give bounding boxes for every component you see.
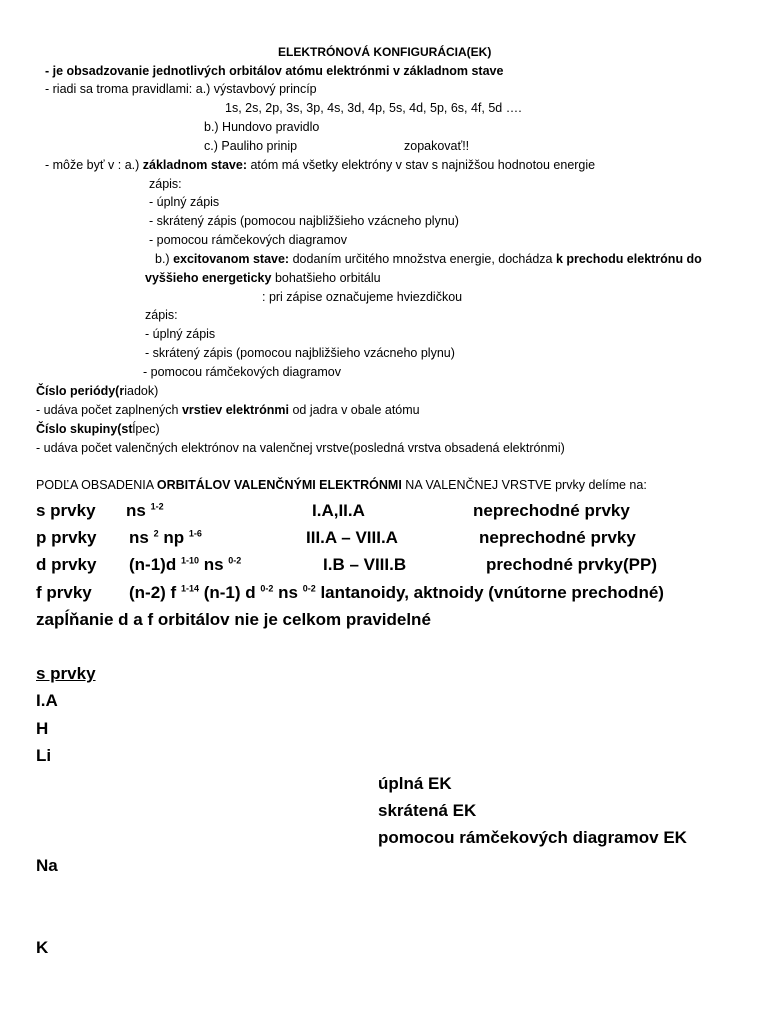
page-title: ELEKTRÓNOVÁ KONFIGURÁCIA(EK) [278, 45, 492, 59]
states-line [45, 157, 595, 173]
period-heading-bold: Číslo periódy(r [36, 384, 125, 398]
notation-full-2: - úplný zápis [145, 327, 216, 341]
notation-short-2: - skrátený zápis (pomocou najbližšieho vzácneho plynu) [145, 346, 455, 360]
pauli-rule: c.) Pauliho prinip [204, 139, 298, 153]
f-block-config: (n-2) f $^{1-14}$ (n-1) d $^{0-2}$ ns $^{0-2}$ lantanoidy, aktnoidy (vnútorne prechodné) [129, 583, 664, 602]
group-heading [36, 421, 160, 437]
s-block-type: neprechodné prvky [473, 501, 630, 520]
element-k: K [36, 938, 49, 957]
p-block-config: ns $^2$ np $^{1-6}$ [129, 528, 202, 547]
excited-state-line-2 [145, 270, 381, 286]
p-block-groups: III.A – VIII.A [306, 528, 398, 547]
element-li: Li [36, 746, 52, 765]
notation-full: - úplný zápis [149, 195, 220, 209]
hund-rule: b.) Hundovo pravidlo [204, 120, 320, 134]
group-desc: - udáva počet valenčných elektrónov na valenčnej vrstve(posledná vrstva obsadená elektrónmi) [36, 441, 565, 455]
s-block-groups: I.A,II.A [312, 501, 365, 520]
excited-state-line [155, 251, 702, 267]
orbital-order: 1s, 2s, 2p, 3s, 3p, 4s, 3d, 4p, 5s, 4d, 5p, 6s, 4f, 5d …. [225, 101, 522, 115]
excited-state-desc: dodaním určitého množstva energie, dochádza [292, 252, 553, 266]
element-h: H [36, 719, 49, 738]
full-ek-label: úplná EK [378, 774, 452, 793]
s-block-name: s prvky [36, 501, 96, 520]
split-intro-bold: ORBITÁLOV VALENČNÝMI ELEKTRÓNMI [156, 478, 402, 492]
split-intro-rest: NA VALENČNEJ VRSTVE prvky delíme na: [405, 478, 647, 492]
notation-label-2: zápis: [145, 308, 178, 322]
irregular-note: zapĺňanie d a f orbitálov nie je celkom pravidelné [36, 610, 431, 629]
d-block-config: (n-1)d $^{1-10}$ ns $^{0-2}$ [129, 555, 242, 574]
excited-state-bold: k prechodu elektrónu do [555, 252, 702, 266]
notation-boxes-2: - pomocou rámčekových diagramov [143, 365, 341, 379]
notation-boxes: - pomocou rámčekových diagramov [149, 233, 347, 247]
period-heading-rest: iadok) [124, 384, 159, 398]
states-prefix: - môže byť v : a.) [45, 158, 140, 172]
p-block-name: p prvky [36, 528, 97, 547]
definition-line: - je obsadzovanie jednotlivých orbitálov atómu elektrónmi v základnom stave [45, 64, 504, 78]
notation-short: - skrátený zápis (pomocou najbližšieho vzácneho plynu) [149, 214, 459, 228]
group-ia-label: I.A [36, 691, 58, 710]
higher-energy-desc: bohatšieho orbitálu [274, 271, 381, 285]
boxes-ek-label: pomocou rámčekových diagramov EK [378, 828, 687, 847]
s-block-config: ns $^{1-2}$ [126, 501, 164, 520]
d-block-groups: I.B – VIII.B [323, 555, 407, 574]
repeat-note: zopakovať!! [404, 139, 470, 153]
period-desc-rest: od jadra v obale atómu [292, 403, 420, 417]
split-intro-pre: PODĽA OBSADENIA [36, 478, 154, 492]
notation-label: zápis: [149, 177, 182, 191]
split-intro [36, 477, 647, 493]
ground-state-desc: atóm má všetky elektróny v stav s najnižšou hodnotou energie [250, 158, 596, 172]
period-heading [36, 383, 158, 399]
excited-prefix: b.) [155, 252, 170, 266]
period-desc-pre: - udáva počet zaplnených [36, 403, 179, 417]
ground-state-label: základnom stave: [142, 158, 247, 172]
excited-state-label: excitovanom stave: [173, 252, 290, 266]
group-heading-rest: ĺpec) [132, 422, 160, 436]
group-heading-bold: Číslo skupiny(st [36, 422, 133, 436]
d-block-name: d prvky [36, 555, 97, 574]
p-block-type: neprechodné prvky [479, 528, 636, 547]
element-na: Na [36, 856, 58, 875]
s-section-heading: s prvky [36, 664, 96, 683]
rules-line: - riadi sa troma pravidlami: a.) výstavbový princíp [45, 82, 317, 96]
f-block-name: f prvky [36, 583, 92, 602]
d-block-type: prechodné prvky(PP) [486, 555, 657, 574]
star-note: : pri zápise označujeme hviezdičkou [262, 290, 463, 304]
period-desc [36, 402, 420, 418]
period-desc-bold: vrstiev elektrónmi [181, 403, 289, 417]
short-ek-label: skrátená EK [378, 801, 477, 820]
higher-energy-label: vyššieho energeticky [145, 271, 272, 285]
